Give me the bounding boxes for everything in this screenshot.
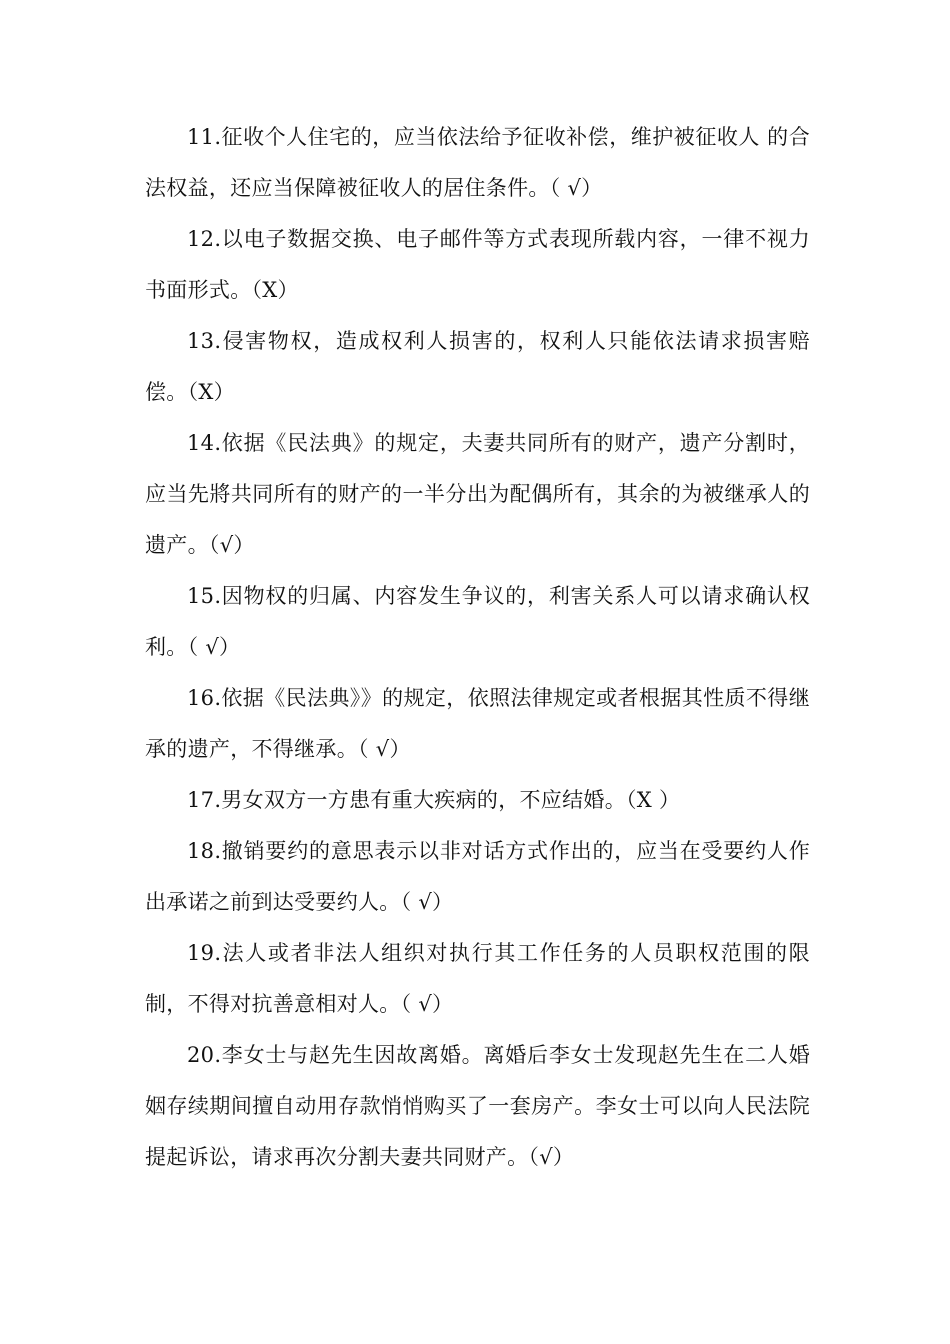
question-list (145, 112, 810, 1183)
question-17: 17.男女双方一方患有重大疾病的，不应结婚。（X ） (187, 788, 681, 812)
question-15: 15.因物权的归属、内容发生争议的，利害关系人可以请求确认权利。（ √） (145, 584, 810, 659)
question-19: 19.法人或者非法人组织对执行其工作任务的人员职权范围的限制，不得对抗善意相对人。（ √） (145, 941, 810, 1016)
question-12: 12.以电子数据交换、电子邮件等方式表现所载内容，一律不视力书面形式。（X） (145, 227, 810, 302)
question-11: 11.征收个人住宅的，应当依法给予征收补偿，维护被征收人 的合法权益，还应当保障被征收人的居住条件。（ √） (145, 125, 810, 200)
question-20: 20.李女士与赵先生因故离婚。离婚后李女士发现赵先生在二人婚姻存续期间擅自动用存款悄悄购买了一套房产。李女士可以向人民法院提起诉讼，请求再次分割夫妻共同财产。（√） (145, 1043, 810, 1169)
question-18: 18.撤销要约的意思表示以非对话方式作出的，应当在受要约人作出承诺之前到达受要约人。（ √） (145, 839, 810, 914)
question-16: 16.依据《民法典》》的规定，依照法律规定或者根据其性质不得继承的遗产，不得继承。（ √） (145, 686, 810, 761)
question-14: 14.依据《民法典》的规定，夫妻共同所有的财产，遗产分割时，应当先將共同所有的财产的一半分出为配偶所有，其余的为被继承人的遗产。（√） (145, 431, 810, 557)
question-13: 13.侵害物权，造成权利人损害的，权利人只能依法请求损害赔偿。（X） (145, 329, 810, 404)
